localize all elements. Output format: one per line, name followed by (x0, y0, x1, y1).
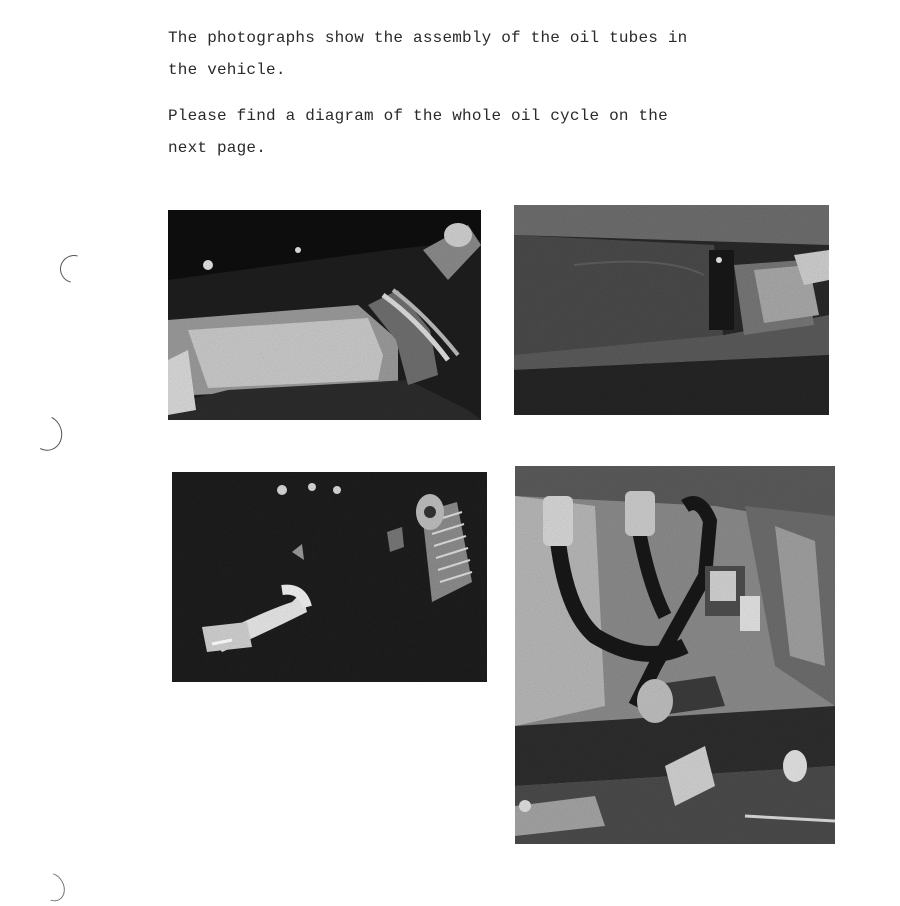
punch-hole-mark (55, 250, 93, 288)
photo-oil-cooler-and-pipe (172, 472, 487, 682)
photo-oil-tube-assembly (515, 466, 835, 844)
intro-paragraph: The photographs show the assembly of the oil tubes in the vehicle. (168, 29, 688, 79)
punch-hole-mark (25, 411, 67, 456)
photo-tank-outlet-fitting (514, 205, 829, 415)
diagram-reference-paragraph: Please find a diagram of the whole oil cycle on the next page. (168, 107, 668, 157)
punch-hole-mark (34, 868, 70, 906)
photo-oil-tank-compartment (168, 210, 481, 420)
